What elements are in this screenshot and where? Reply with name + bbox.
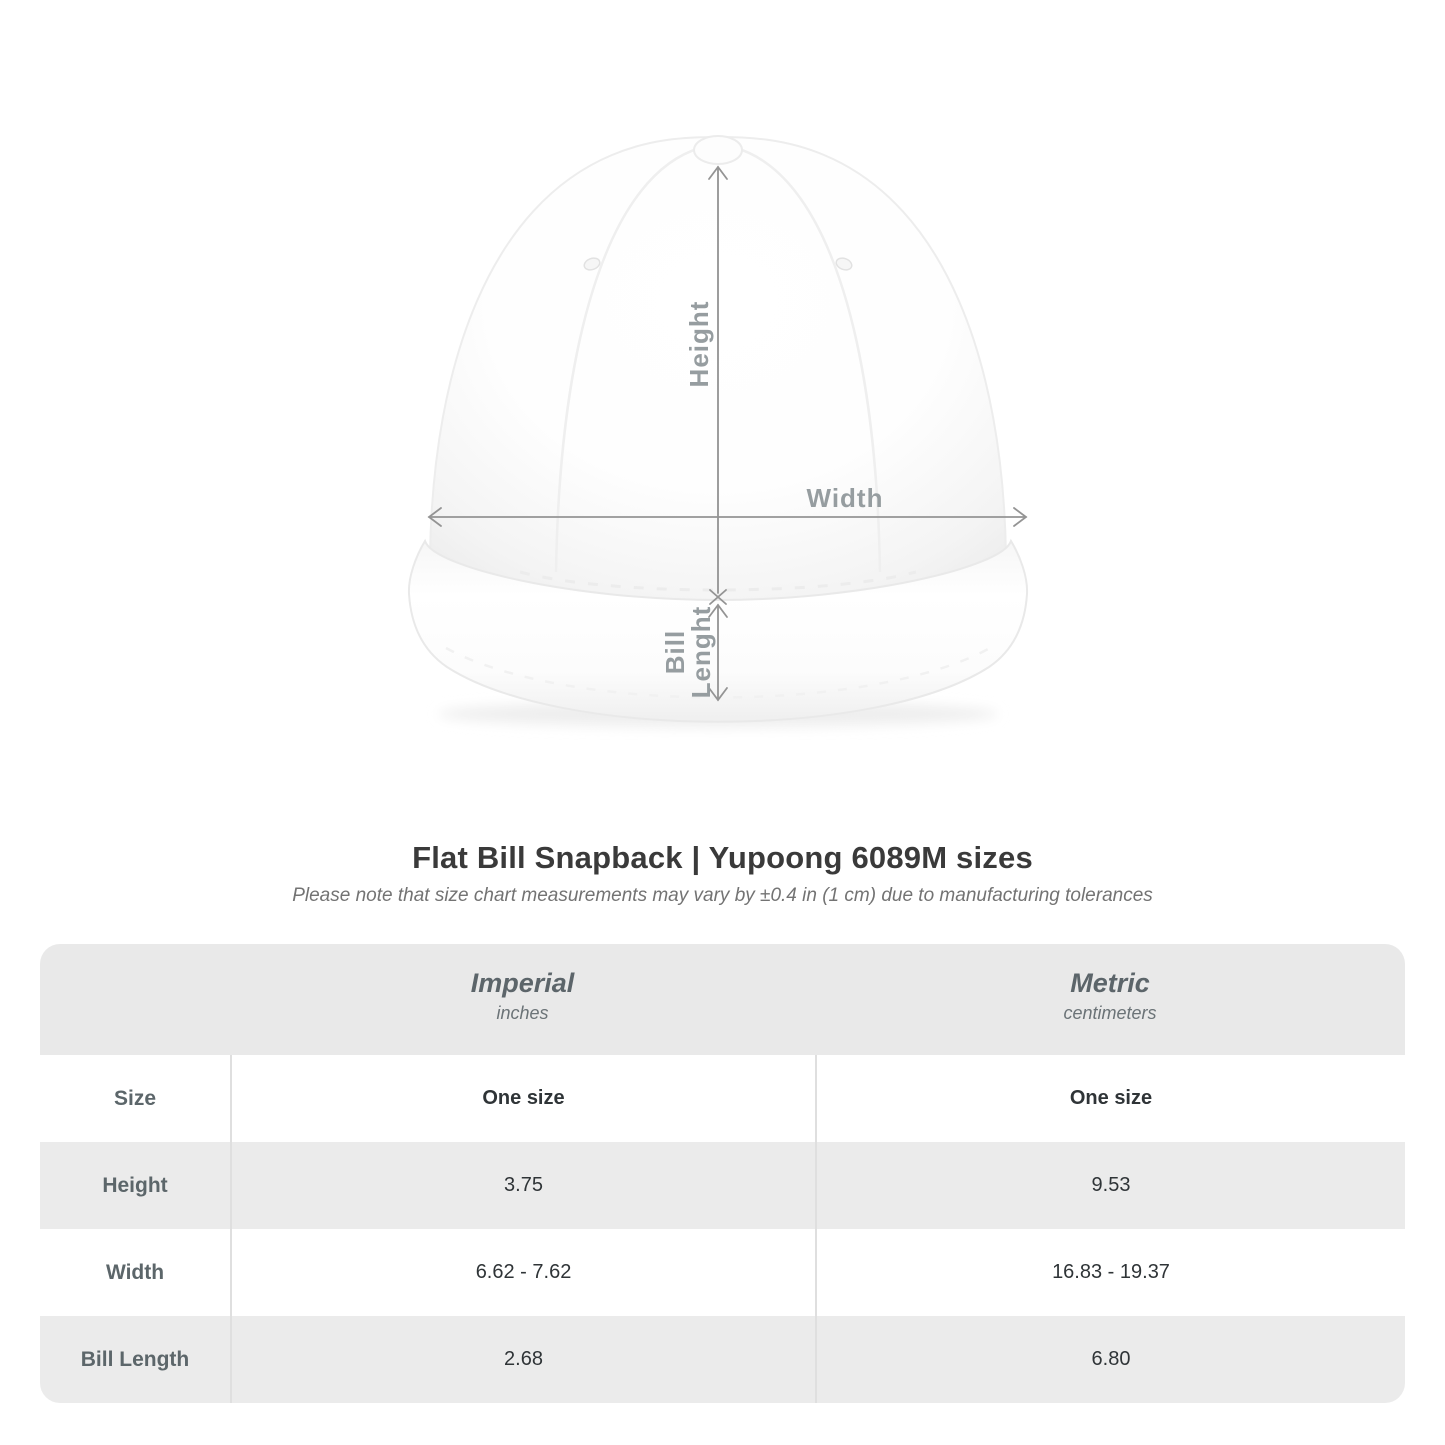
imperial-value-cell: 6.62 - 7.62 xyxy=(230,1229,815,1316)
table-header xyxy=(40,944,1405,1055)
imperial-value-cell: One size xyxy=(230,1055,815,1142)
hat-top-button xyxy=(694,136,742,164)
imperial-unit: inches xyxy=(496,1003,549,1023)
unit-header-metric xyxy=(815,968,1405,1025)
metric-unit: centimeters xyxy=(1063,1003,1157,1023)
row-label-cell: Bill Length xyxy=(80,1347,190,1371)
imperial-value-cell: 2.68 xyxy=(230,1316,815,1403)
row-label-cell: Height xyxy=(102,1173,168,1197)
imperial-value-cell: 3.75 xyxy=(230,1142,815,1229)
metric-value-cell: 9.53 xyxy=(815,1142,1405,1229)
bill-length-dimension-label-line1: Bill xyxy=(660,629,690,675)
table-row-bill-length xyxy=(40,1316,1405,1403)
row-label-cell: Width xyxy=(105,1260,165,1284)
metric-value-cell: 16.83 - 19.37 xyxy=(815,1229,1405,1316)
table-row-width xyxy=(40,1229,1405,1316)
height-dimension-label: Height xyxy=(684,300,714,388)
tolerance-note: Please note that size chart measurements may vary by ±0.4 in (1 cm) due to manufacturing tolerances xyxy=(292,885,1153,906)
size-chart-table xyxy=(40,944,1405,1403)
unit-header-imperial xyxy=(230,968,815,1025)
metric-value-cell: One size xyxy=(815,1055,1405,1142)
imperial-label: Imperial xyxy=(470,968,575,998)
product-title: Flat Bill Snapback | Yupoong 6089M sizes xyxy=(412,840,1033,875)
table-row-height xyxy=(40,1142,1405,1229)
row-label-cell: Size xyxy=(113,1086,157,1110)
bill-length-dimension-label-line2: Lenght xyxy=(686,605,716,699)
width-dimension-label: Width xyxy=(806,483,884,513)
title-block xyxy=(0,840,1445,907)
metric-label: Metric xyxy=(1070,968,1150,998)
metric-value-cell: 6.80 xyxy=(815,1316,1405,1403)
table-row-size xyxy=(40,1055,1405,1142)
